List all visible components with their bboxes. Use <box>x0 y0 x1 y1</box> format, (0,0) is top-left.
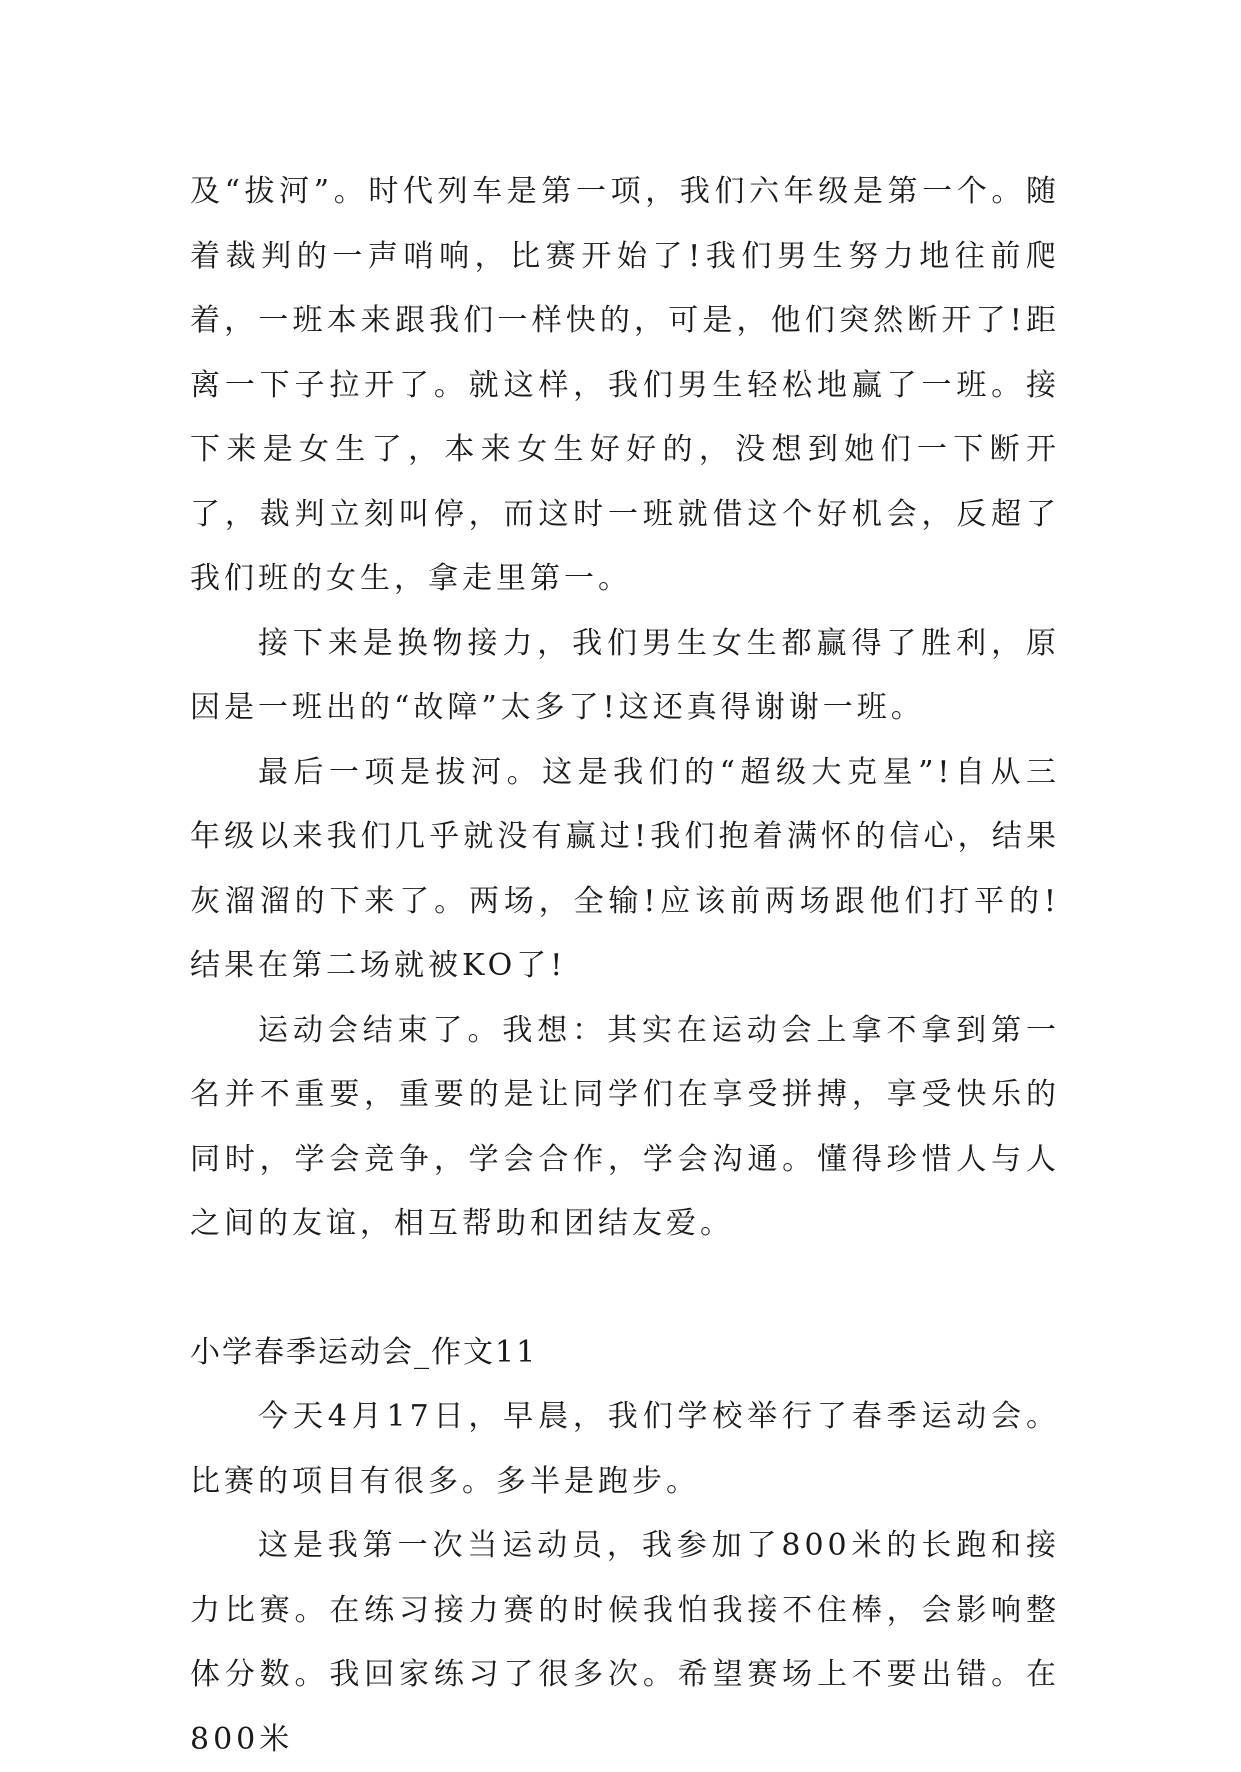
paragraph: 这是我第一次当运动员，我参加了800米的长跑和接力比赛。在练习接力赛的时候我怕我接不住棒，会影响整体分数。我回家练习了很多次。希望赛场上不要出错。在800米 <box>190 1528 1060 1757</box>
paragraph: 今天4月17日，早晨，我们学校举行了春季运动会。比赛的项目有很多。多半是跑步。 <box>190 1399 1060 1499</box>
paragraph: 最后一项是拔河。这是我们的“超级大克星”!自从三年级以来我们几乎就没有赢过!我们抱着满怀的信心，结果灰溜溜的下来了。两场，全输!应该前两场跟他们打平的!结果在第二场就被KO了! <box>190 754 1060 983</box>
paragraph: 接下来是换物接力，我们男生女生都赢得了胜利，原因是一班出的“故障”太多了!这还真得谢谢一班。 <box>190 625 1060 725</box>
document-body <box>190 160 1060 1772</box>
section-spacer <box>190 1257 1060 1321</box>
paragraph: 及“拔河”。时代列车是第一项，我们六年级是第一个。随着裁判的一声哨响，比赛开始了!我们男生努力地往前爬着，一班本来跟我们一样快的，可是，他们突然断开了!距离一下子拉开了。就这样，我们男生轻松地赢了一班。接下来是女生了，本来女生好好的，没想到她们一下断开了，裁判立刻叫停，而这时一班就借这个好机会，反超了我们班的女生，拿走里第一。 <box>190 174 1060 596</box>
section-title: 小学春季运动会_作文11 <box>190 1334 538 1370</box>
paragraph: 运动会结束了。我想：其实在运动会上拿不拿到第一名并不重要，重要的是让同学们在享受拼搏，享受快乐的同时，学会竞争，学会合作，学会沟通。懂得珍惜人与人之间的友谊，相互帮助和团结友爱。 <box>190 1012 1060 1241</box>
